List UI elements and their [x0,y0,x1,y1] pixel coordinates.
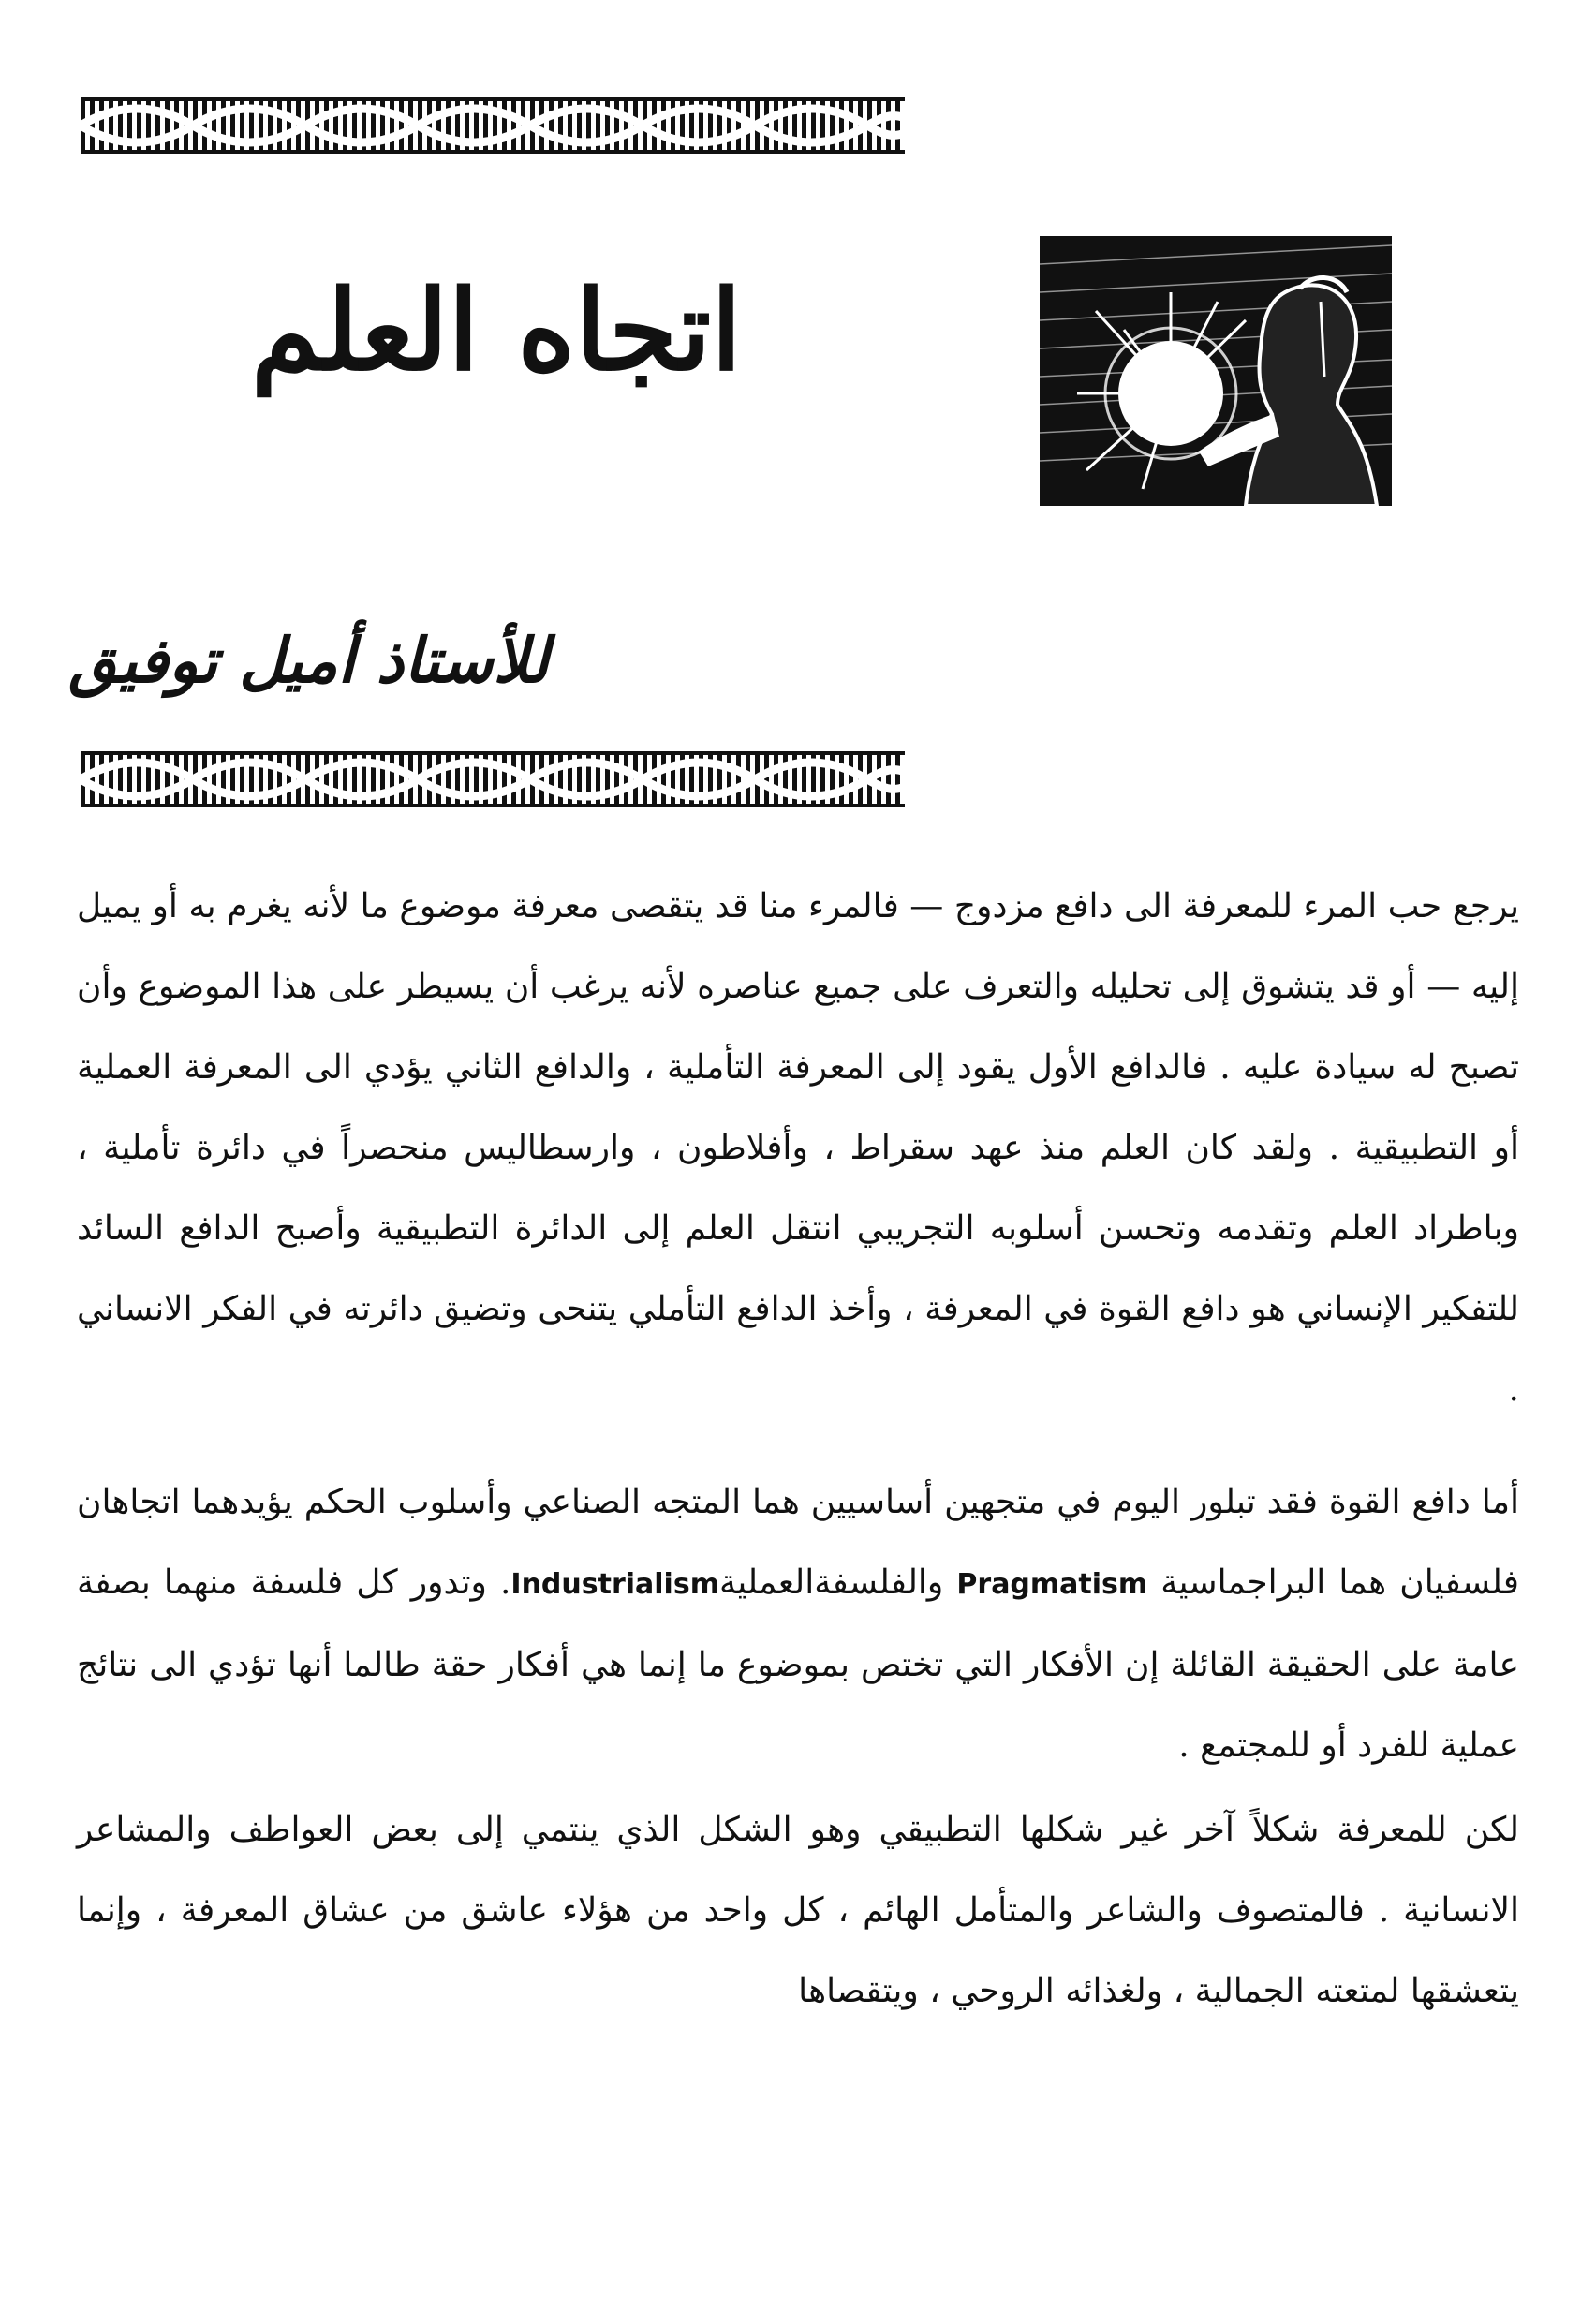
ornament-strip-bottom [81,749,905,809]
article-body [77,866,1519,2032]
paragraph-2-part-a: أما دافع القوة فقد تبلور اليوم في متجهين أساسيين هما المتجه الصناعي وأسلوب الحكم يؤيدهما اتجاهان فلسفيان هما البراجماسية [77,1483,1519,1602]
illustration-figure-with-light [1040,236,1392,506]
paragraph-3: لكن للمعرفة شكلاً آخر غير شكلها التطبيقي وهو الشكل الذي ينتمي إلى بعض العواطف والمشاعر الانسانية . فالمتصوف والشاعر والمتأمل الهائم ، كل واحد من هؤلاء عاشق من عشاق المعرفة ، وإنما يتعشقها لمتعته الجمالية ، ولغذائه الروحي ، ويتقصاها [77,1811,1519,2010]
paragraph-2 [77,1462,1519,1786]
decorative-border-bottom [81,749,905,809]
paragraph-2-part-b: والفلسفةالعملية [718,1563,944,1602]
ornament-strip-top [81,96,905,155]
figure-holding-light-icon [1040,236,1392,506]
term-industrialism: Industrialism [510,1568,719,1601]
article-title: اتجاه العلم [251,265,742,395]
paragraph-1: يرجع حب المرء للمعرفة الى دافع مزدوج — فالمرء منا قد يتقصى معرفة موضوع ما لأنه يغرم به أو يميل إليه — أو قد يتشوق إلى تحليله والتعرف على جميع عناصره لأنه يرغب أن يسيطر على هذا الموضوع وأن تصبح له سيادة عليه . فالدافع الأول يقود إلى المعرفة التأملية ، والدافع الثاني يؤدي الى المعرفة العملية أو التطبيقية . ولقد كان العلم منذ عهد سقراط ، وأفلاطون ، وارسطاليس منحصراً في دائرة تأملية ، وباطراد العلم وتقدمه وتحسن أسلوبه التجريبي انتقل العلم إلى الدائرة التطبيقية وأصبح الدافع السائد للتفكير الإنساني هو دافع القوة في المعرفة ، وأخذ الدافع التأملي يتنحى وتضيق دائرته في الفكر الانساني . [77,887,1519,1409]
term-pragmatism: Pragmatism [956,1568,1148,1601]
paragraph-2-part-c: . وتدور كل فلسفة منهما بصفة عامة على الحقيقة القائلة إن الأفكار التي تختص بموضوع ما إنما هي أفكار حقة طالما أنها تؤدي الى نتائج عملية للفرد أو للمجتمع . [77,1563,1519,1765]
decorative-border-top [81,96,905,155]
article-byline: للأستاذ أميل توفيق [68,624,549,697]
